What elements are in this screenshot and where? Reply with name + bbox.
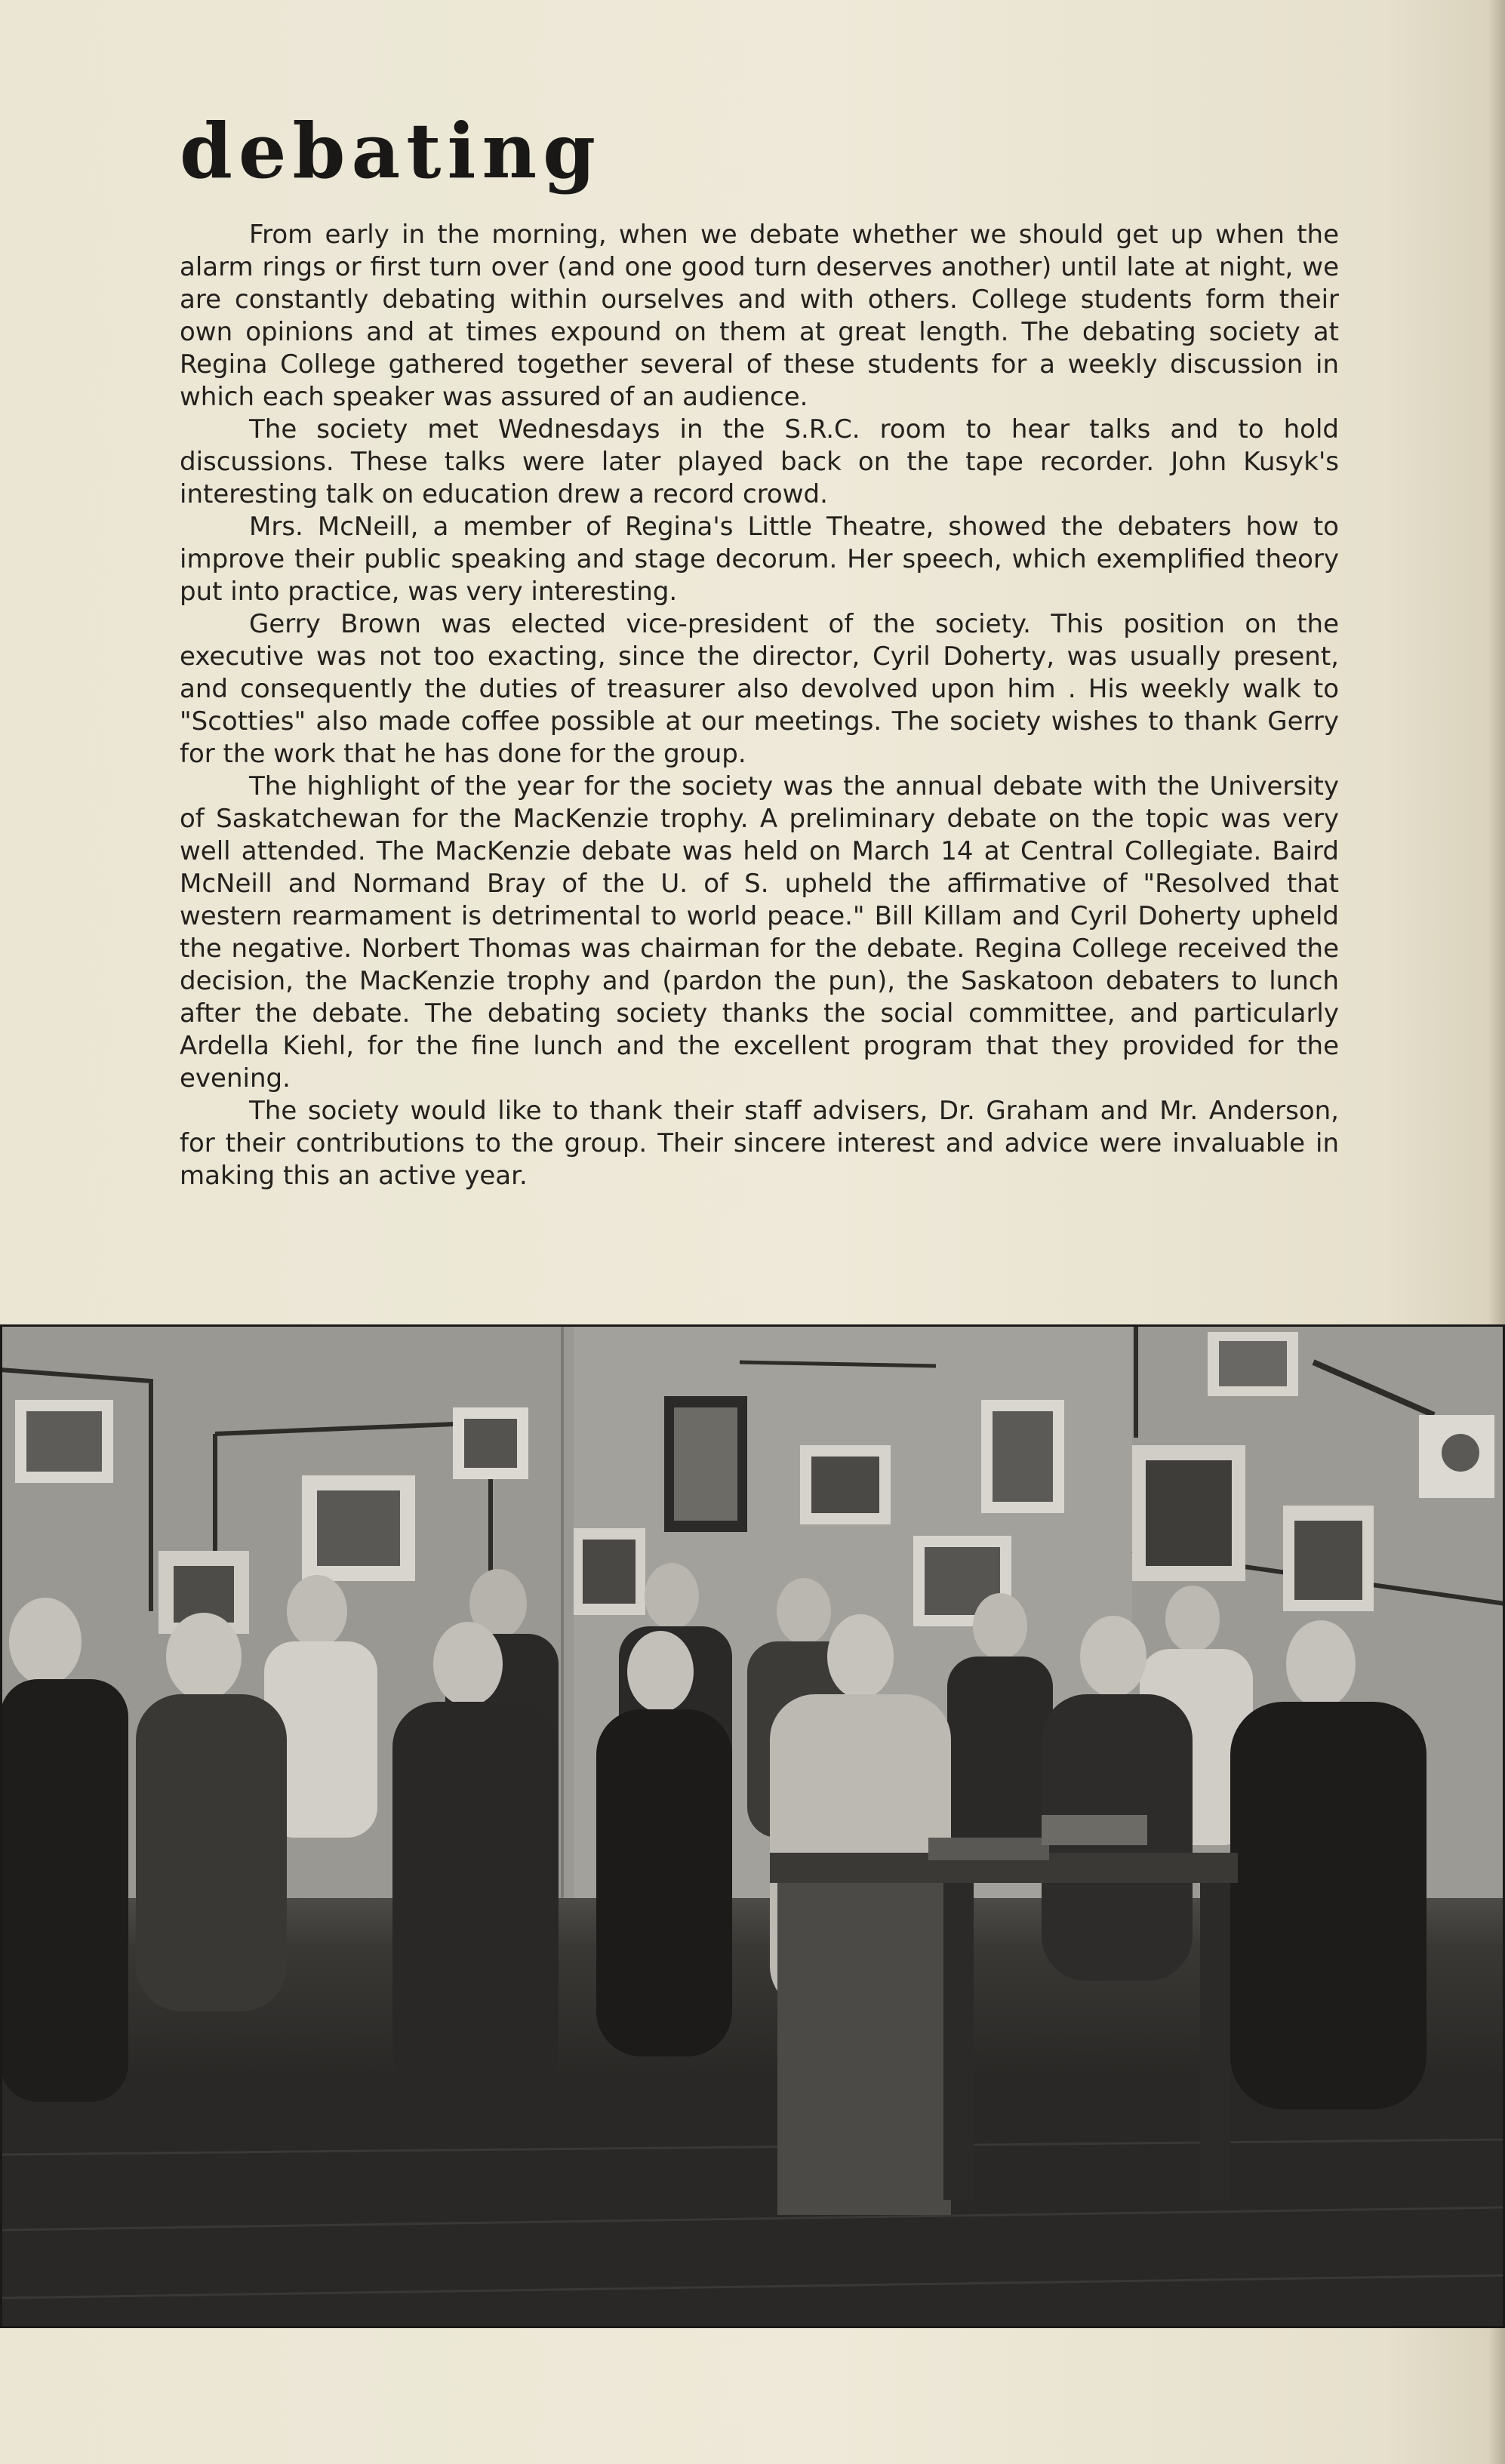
paragraph-vice-president: Gerry Brown was elected vice-president of the society. This position on the executive was not too exacting, since the director, Cyril Doherty, was usually present, and consequently the duties of treasurer also devolved upon him . His weekly walk to "Scotties" also made coffee possible at our meetings. The society wishes to thank Gerry for the work that he has done for the group. [180, 609, 1339, 769]
paragraph-guest-speaker: Mrs. McNeill, a member of Regina's Little Theatre, showed the debaters how to improve their public speaking and stage decorum. Her speech, which exemplified theory put into practice, was very interesting. [180, 512, 1339, 607]
group-photograph [0, 1324, 1505, 2328]
paragraph-mackenzie-debate: The highlight of the year for the society was the annual debate with the University of Saskatchewan for the MacKenzie trophy. A preliminary debate on the topic was very well attended. The MacKenzie debate was held on March 14 at Central Collegiate. Baird McNeill and Normand Bray of the U. of S. upheld the affirmative of "Resolved that western rearmament is detrimental to world peace." Bill Killam and Cyril Doherty upheld the negative. Norbert Thomas was chairman for the debate. Regina College received the decision, the MacKenzie trophy and (pardon the pun), the Saskatoon debaters to lunch after the debate. The debating society thanks the social committee, and particularly Ardella Kiehl, for the fine lunch and the excellent program that they provided for the evening. [180, 771, 1339, 1094]
page-title: debating [180, 106, 602, 195]
paragraph-thanks: The society would like to thank their staff advisers, Dr. Graham and Mr. Anderson, for their contributions to the group. Their sincere interest and advice were invaluable in making this an active year. [180, 1096, 1339, 1191]
paragraph-meetings: The society met Wednesdays in the S.R.C. room to hear talks and to hold discussions. These talks were later played back on the tape recorder. John Kusyk's interesting talk on education drew a record crowd. [180, 414, 1339, 509]
article-body [180, 219, 1339, 1192]
paragraph-intro: From early in the morning, when we debate whether we should get up when the alarm rings or first turn over (and one good turn deserves another) until late at night, we are constantly debating within ourselves and with others. College students form their own opinions and at times expound on them at great length. The debating society at Regina College gathered together several of these students for a weekly discussion in which each speaker was assured of an audience. [180, 220, 1339, 412]
